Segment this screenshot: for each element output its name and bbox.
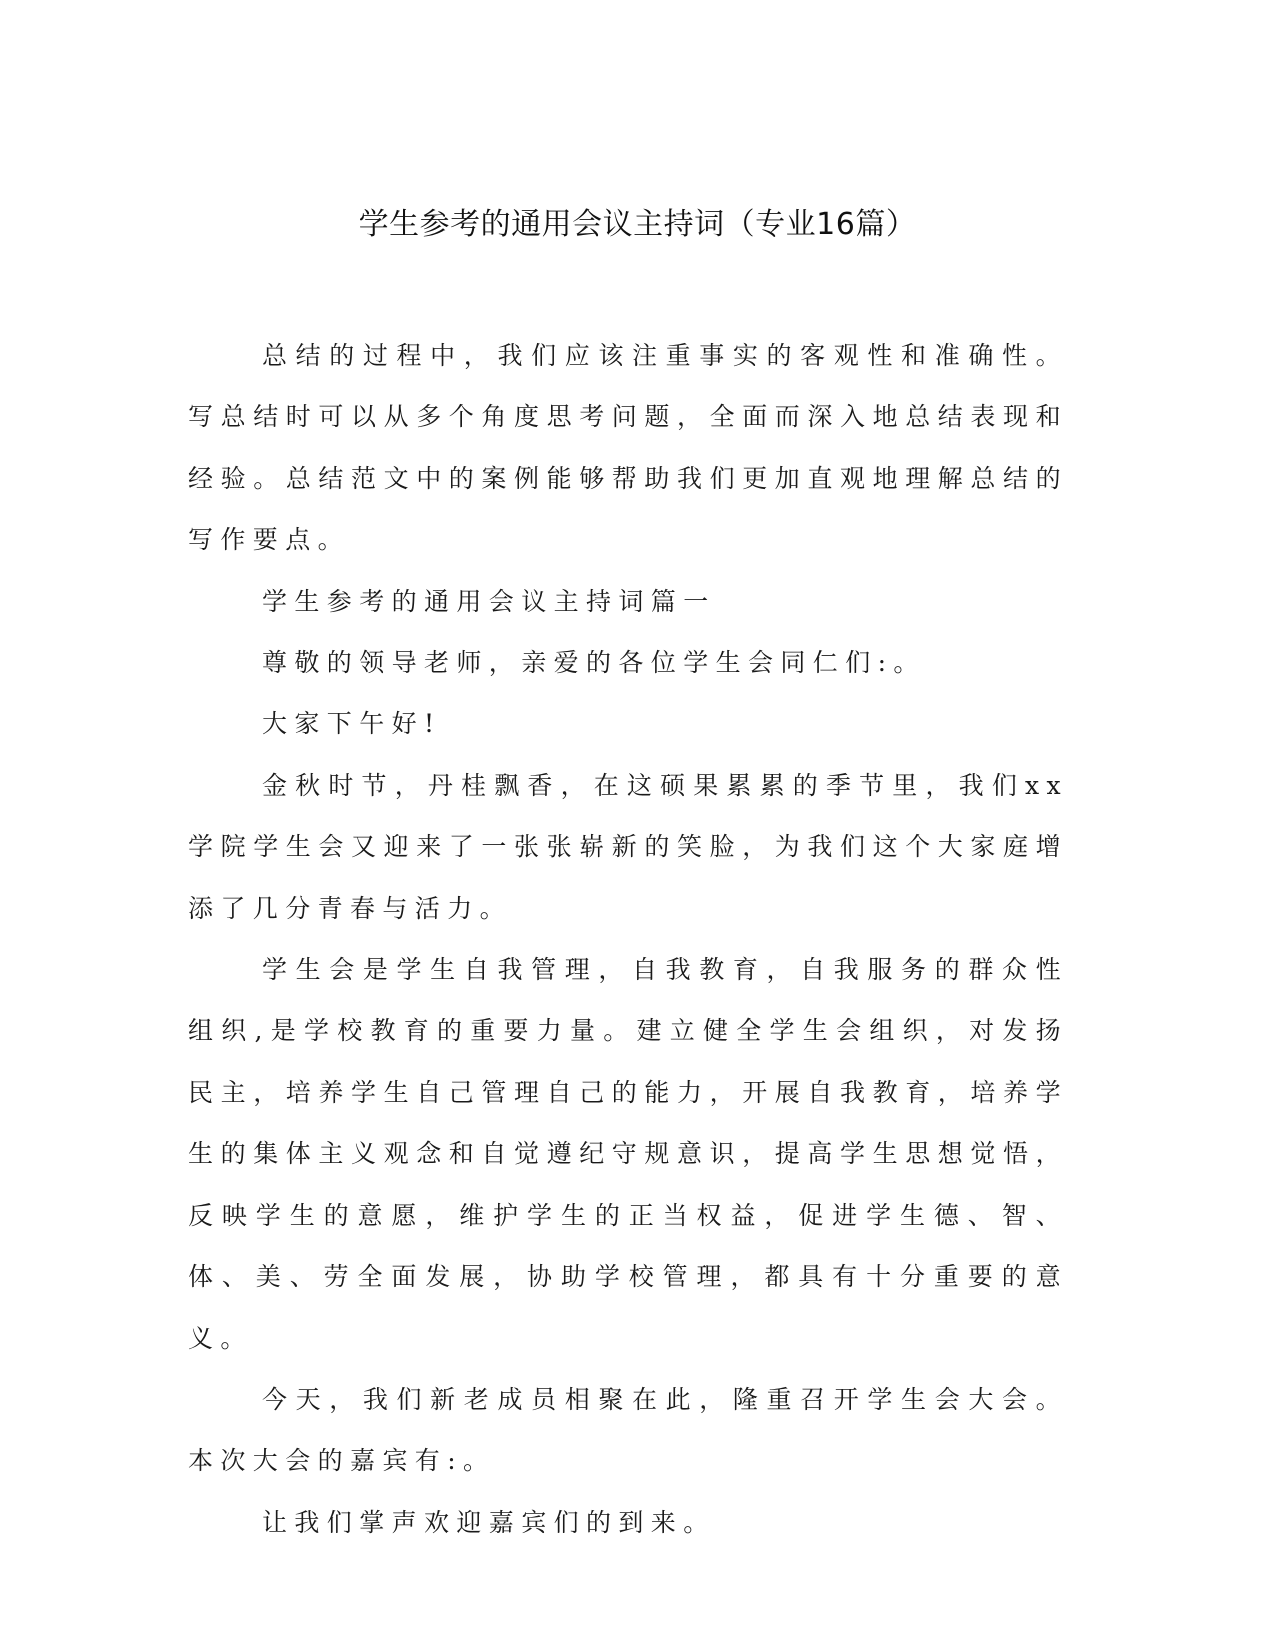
body-paragraph: 今天，我们新老成员相聚在此，隆重召开学生会大会。本次大会的嘉宾有:。 <box>188 1384 1068 1476</box>
body-paragraph: 学生会是学生自我管理，自我教育，自我服务的群众性组织,是学校教育的重要力量。建立健全学生会组织，对发扬民主，培养学生自己管理自己的能力，开展自我教育，培养学生的集体主义观念和自觉遵纪守规意识，提高学生思想觉悟，反映学生的意愿，维护学生的正当权益，促进学生德、智、体、美、劳全面发展，协助学校管理，都具有十分重要的意义。 <box>188 955 1068 1353</box>
salutation-paragraph: 尊敬的领导老师，亲爱的各位学生会同仁们:。 <box>262 648 926 678</box>
body-paragraph: 让我们掌声欢迎嘉宾们的到来。 <box>262 1507 716 1537</box>
section-heading: 学生参考的通用会议主持词篇一 <box>262 586 716 616</box>
greeting-paragraph: 大家下午好! <box>262 709 442 739</box>
intro-paragraph: 总结的过程中，我们应该注重事实的客观性和准确性。写总结时可以从多个角度思考问题，全面而深入地总结表现和经验。总结范文中的案例能够帮助我们更加直观地理解总结的写作要点。 <box>188 341 1068 555</box>
document-title: 学生参考的通用会议主持词（专业16篇） <box>358 207 917 242</box>
body-paragraph: 金秋时节，丹桂飘香，在这硕果累累的季节里，我们xx学院学生会又迎来了一张张崭新的笑脸，为我们这个大家庭增添了几分青春与活力。 <box>188 770 1068 923</box>
document-body <box>188 325 1068 1553</box>
